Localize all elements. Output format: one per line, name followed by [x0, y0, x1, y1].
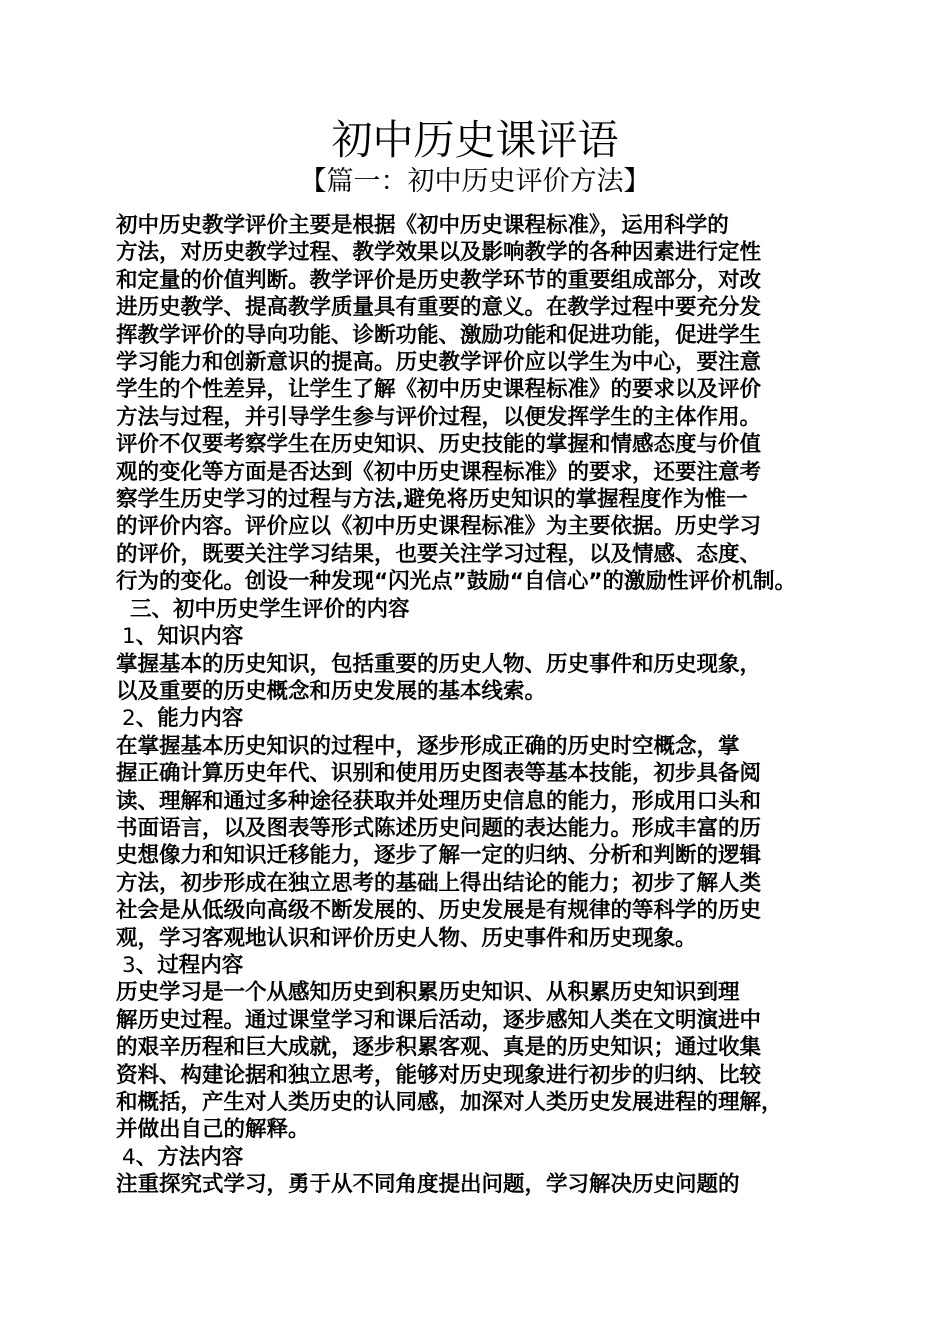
- paragraph-line: 察学生历史学习的过程与方法,避免将历史知识的掌握程度作为惟一: [116, 487, 748, 513]
- paragraph-line: 掌握基本的历史知识，包括重要的历史人物、历史事件和历史现象，: [116, 651, 762, 677]
- paragraph-line: 历史学习是一个从感知历史到积累历史知识、从积累历史知识到理: [116, 980, 740, 1006]
- paragraph-line: 观的变化等方面是否达到《初中历史课程标准》的要求，还要注意考: [116, 459, 762, 485]
- paragraph-line: 初中历史教学评价主要是根据《初中历史课程标准》，运用科学的: [116, 213, 729, 238]
- subsection-number: 1: [122, 624, 136, 650]
- subsection-number: 2: [122, 706, 136, 732]
- paragraph-line: 的评价，既要关注学习结果，也要关注学习过程，以及情感、态度、: [116, 541, 762, 567]
- subsection-heading-3: [116, 952, 844, 979]
- subsection-title: 、过程内容: [135, 952, 244, 978]
- paragraph-line: 方法与过程，并引导学生参与评价过程，以便发挥学生的主体作用。: [116, 404, 762, 430]
- paragraph-line: 行为的变化。创设一种发现“闪光点”鼓励“自信心”的激励性评价机制。: [116, 569, 797, 595]
- paragraph-line: 方法，初步形成在独立思考的基础上得出结论的能力；初步了解人类: [116, 870, 762, 896]
- paragraph-line: 书面语言，以及图表等形式陈述历史问题的表达能力。形成丰富的历: [116, 815, 762, 841]
- paragraph-line: 学生的个性差异，让学生了解《初中历史课程标准》的要求以及评价: [116, 377, 762, 403]
- paragraph-line: 方法，对历史教学过程、教学效果以及影响教学的各种因素进行定性: [116, 240, 762, 266]
- subsection-heading-2: [116, 705, 844, 732]
- paragraph-line: 史想像力和知识迁移能力，逐步了解一定的归纳、分析和判断的逻辑: [116, 843, 762, 869]
- document-subtitle: 【篇一：初中历史评价方法】: [299, 166, 651, 197]
- paragraph-line: 的评价内容。评价应以《初中历史课程标准》为主要依据。历史学习: [116, 514, 762, 540]
- subsection-title: 、方法内容: [135, 1144, 244, 1170]
- subsection-number: 3: [122, 952, 136, 978]
- document-body: [116, 212, 844, 1199]
- subsection-heading-1: [116, 623, 844, 650]
- paragraph-line: 挥教学评价的导向功能、诊断功能、激励功能和促进功能，促进学生: [116, 322, 762, 348]
- paragraph-line: 进历史教学、提高教学质量具有重要的意义。在教学过程中要充分发: [116, 295, 762, 321]
- paragraph-line: 和定量的价值判断。教学评价是历史教学环节的重要组成部分，对改: [116, 267, 762, 293]
- paragraph-line: 社会是从低级向高级不断发展的、历史发展是有规律的等科学的历史: [116, 898, 762, 924]
- paragraph-line: 解历史过程。通过课堂学习和课后活动，逐步感知人类在文明演进中: [116, 1007, 762, 1033]
- document-title: 初中历史课评语: [331, 116, 619, 164]
- paragraph-line: 注重探究式学习，勇于从不同角度提出问题，学习解决历史问题的: [116, 1172, 740, 1198]
- paragraph-line: 的艰辛历程和巨大成就，逐步积累客观、真是的历史知识；通过收集: [116, 1035, 762, 1061]
- paragraph-line: 读、理解和通过多种途径获取并处理历史信息的能力，形成用口头和: [116, 788, 762, 814]
- subsection-number: 4: [122, 1144, 136, 1170]
- paragraph-line: 在掌握基本历史知识的过程中，逐步形成正确的历史时空概念，掌: [116, 733, 740, 759]
- paragraph-line: 以及重要的历史概念和历史发展的基本线索。: [116, 678, 547, 704]
- section-heading: 三、初中历史学生评价的内容: [130, 596, 410, 622]
- paragraph-line: 学习能力和创新意识的提高。历史教学评价应以学生为中心，要注意: [116, 350, 762, 376]
- paragraph-line: 并做出自己的解释。: [116, 1117, 310, 1143]
- paragraph-line: 资料、构建论据和独立思考，能够对历史现象进行初步的归纳、比较: [116, 1062, 762, 1088]
- paragraph-line: 评价不仅要考察学生在历史知识、历史技能的掌握和情感态度与价值: [116, 432, 762, 458]
- paragraph-line: 和概括，产生对人类历史的认同感，加深对人类历史发展进程的理解，: [116, 1090, 783, 1115]
- subsection-title: 、能力内容: [135, 706, 244, 732]
- subsection-heading-4: [116, 1144, 844, 1171]
- subsection-title: 、知识内容: [135, 624, 244, 650]
- paragraph-line: 握正确计算历史年代、识别和使用历史图表等基本技能，初步具备阅: [116, 761, 762, 787]
- paragraph-line: 观，学习客观地认识和评价历史人物、历史事件和历史现象。: [116, 925, 697, 951]
